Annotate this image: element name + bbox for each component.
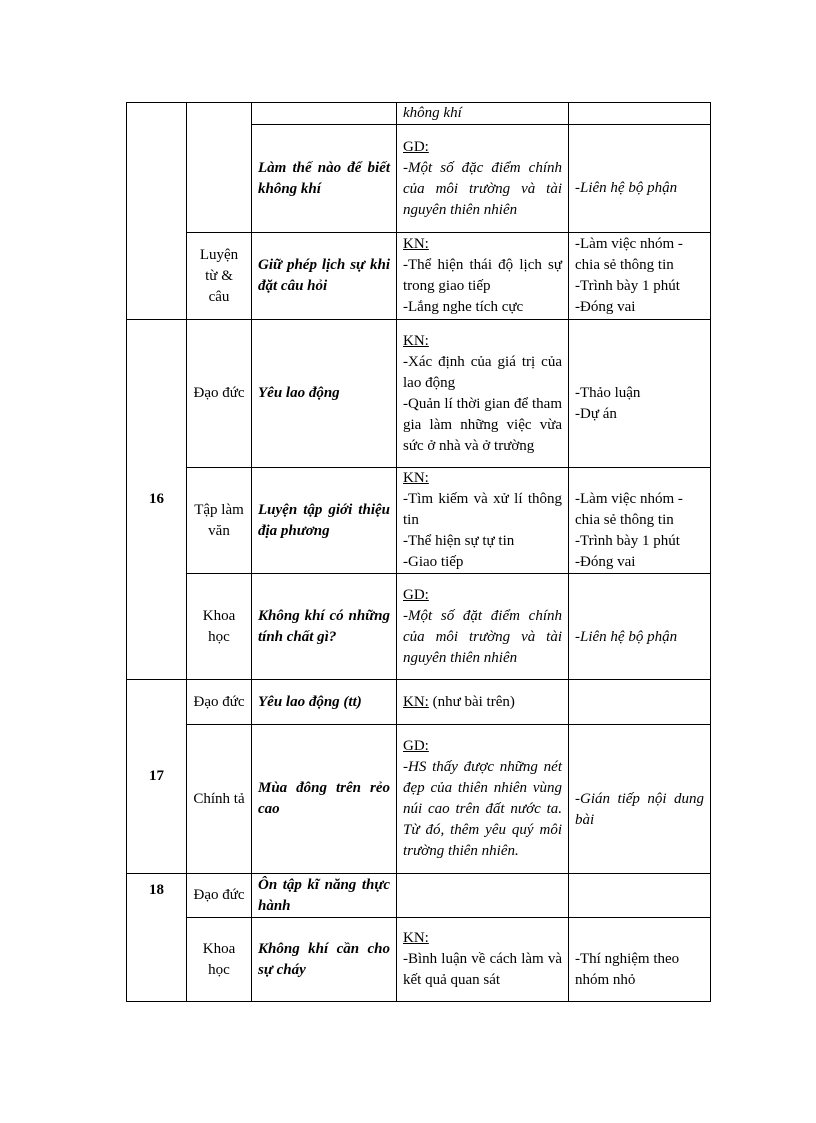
subject-cell: Đạo đức (187, 680, 252, 725)
content-line: không khí (403, 105, 462, 121)
content-tag: GD: (403, 586, 429, 603)
table-row (127, 680, 711, 725)
week-cell (127, 103, 187, 320)
content-cell (397, 725, 569, 874)
content-line: -Quản lí thời gian để tham gia làm những việc vừa sức ở nhà và ở trường (403, 395, 562, 454)
method-line: -Trình bày 1 phút (575, 278, 680, 294)
table-row (127, 574, 711, 680)
lesson-cell: Luyện tập giới thiệu địa phương (252, 468, 397, 574)
method-cell (569, 103, 711, 125)
subject-cell: Chính tả (187, 725, 252, 874)
method-cell (569, 574, 711, 680)
week-number: 16 (127, 320, 187, 680)
content-cell (397, 103, 569, 125)
method-line: -Liên hệ bộ phận (575, 628, 678, 645)
method-line: -Thảo luận (575, 385, 641, 401)
lesson-cell: Mùa đông trên rẻo cao (252, 725, 397, 874)
method-line: -Dự án (575, 406, 617, 422)
content-line: -Thể hiện sự tự tin (403, 533, 515, 549)
content-line: (như bài trên) (428, 693, 515, 710)
content-cell (397, 918, 569, 1002)
week-number: 18 (127, 874, 187, 1002)
lesson-cell: Yêu lao động (252, 320, 397, 468)
week-number: 17 (127, 680, 187, 874)
content-cell (397, 680, 569, 725)
content-tag: KN: (403, 470, 429, 486)
content-tag: GD: (403, 138, 429, 155)
content-line: -Thể hiện thái độ lịch sự trong giao tiếp (403, 257, 562, 294)
method-line: -Liên hệ bộ phận (575, 180, 678, 196)
table-row (127, 468, 711, 574)
content-line: -Giao tiếp (403, 554, 464, 570)
content-cell (397, 125, 569, 233)
table-row (127, 233, 711, 320)
content-tag: KN: (403, 332, 429, 349)
table-row (127, 725, 711, 874)
content-tag: GD: (403, 738, 429, 754)
subject-cell: Tập làm văn (187, 468, 252, 574)
method-line: -Trình bày 1 phút (575, 533, 680, 549)
content-line: -Một số đặt điểm chính của môi trường và tài nguyên thiên nhiên (403, 607, 562, 666)
subject-cell: Đạo đức (187, 320, 252, 468)
table-row (127, 320, 711, 468)
content-cell (397, 320, 569, 468)
lesson-cell (252, 103, 397, 125)
content-line: -Một số đặc điểm chính của môi trường và tài nguyên thiên nhiên (403, 159, 562, 218)
subject-cell (187, 103, 252, 233)
content-line: -Bình luận về cách làm và kết quả quan sát (403, 951, 562, 988)
content-tag: KN: (403, 693, 429, 710)
subject-cell: Khoa học (187, 918, 252, 1002)
method-line: -Làm việc nhóm - chia sẻ thông tin (575, 491, 683, 528)
method-cell (569, 233, 711, 320)
content-cell (397, 874, 569, 918)
content-cell (397, 574, 569, 680)
method-cell (569, 125, 711, 233)
subject-cell: Đạo đức (187, 874, 252, 918)
lesson-plan-table (126, 102, 711, 1002)
method-cell (569, 725, 711, 874)
method-line: -Đóng vai (575, 554, 636, 570)
method-line: -Thí nghiệm theo nhóm nhỏ (575, 951, 680, 988)
content-line: -Lắng nghe tích cực (403, 299, 524, 315)
subject-cell: Khoa học (187, 574, 252, 680)
lesson-cell: Giữ phép lịch sự khi đặt câu hỏi (252, 233, 397, 320)
content-tag: KN: (403, 236, 429, 252)
method-line: -Làm việc nhóm - chia sẻ thông tin (575, 236, 683, 273)
lesson-cell: Không khí có những tính chất gì? (252, 574, 397, 680)
table-row (127, 103, 711, 125)
method-line: -Gián tiếp nội dung bài (575, 790, 704, 828)
method-cell (569, 468, 711, 574)
lesson-cell: Làm thế nào để biết không khí (252, 125, 397, 233)
content-line: -Tìm kiếm và xử lí thông tin (403, 491, 562, 528)
method-cell (569, 874, 711, 918)
lesson-cell: Không khí cần cho sự cháy (252, 918, 397, 1002)
method-cell (569, 320, 711, 468)
subject-cell: Luyện từ & câu (187, 233, 252, 320)
method-line: -Đóng vai (575, 299, 636, 315)
lesson-cell: Yêu lao động (tt) (252, 680, 397, 725)
content-cell (397, 468, 569, 574)
lesson-cell: Ôn tập kĩ năng thực hành (252, 874, 397, 918)
method-cell (569, 680, 711, 725)
content-line: -Xác định của giá trị của lao động (403, 353, 562, 391)
content-cell (397, 233, 569, 320)
method-cell (569, 918, 711, 1002)
table-row (127, 874, 711, 918)
table-row (127, 918, 711, 1002)
content-line: -HS thấy được những nét đẹp của thiên nhiên vùng núi cao trên đất nước ta. Từ đó, thêm yêu quý môi trường thiên nhiên. (403, 759, 562, 859)
content-tag: KN: (403, 930, 429, 946)
